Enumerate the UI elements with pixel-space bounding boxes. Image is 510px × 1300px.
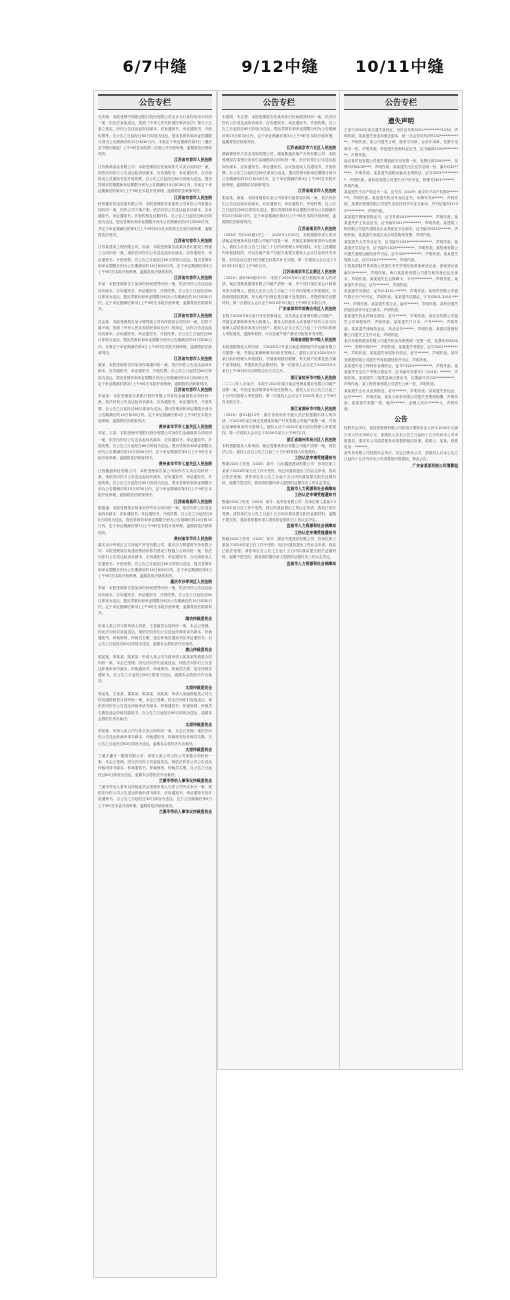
column-body: [94, 112, 216, 819]
notice-issuer: 重庆市沙坪坝区人民法院: [170, 579, 212, 585]
notice-title: 公告: [394, 415, 408, 424]
notice-text: 江苏某建设工程有限公司、孙某：本院受理原告周某诉你们建设工程施工合同纠纷一案，现依法向你们公告送达起诉状副本、应诉通知书、举证通知书、开庭传票。自公告之日起经过60日即视为送达。提出答辩状和举证期限分别为公告期满后的15日和30日内，定于举证期满后第3日上午9时在本院开庭审理，逾期将依法缺席判决。: [98, 245, 212, 275]
column-label-1: 6/7中缝: [122, 57, 188, 76]
column-body: [340, 112, 462, 473]
notice-text: 申请人某公司与被申请人刘某、王某租赁合同纠纷一案，本会已受理。因无法向你们直接送达，现依法向你们公告送达仲裁申请书副本、仲裁通知书、仲裁规则、仲裁员名册、选定仲裁员通知书及举证通知书。自公告之日起经过60日即视为送达，逾期本会将依法作出裁决。: [98, 623, 212, 647]
notice-text: 某某遗失电工特种作业操作证，证号T3201**********，声明作废。某某遗失安全生产考核合格证书，证书编号苏建安C（2016）******，声明作废。某某遗失二级建造师注册证书，注册编号苏232**********，声明作废。某工程咨询有限公司遗失公章一枚，声明作废。: [344, 363, 458, 387]
notice-text: 某汽车销售服务有限公司遗失机动车销售统一发票一张，发票代码3200****，发票号码0***，声明作废。某某遗失驾驶证，证号3201**********，声明作废。某某遗失房屋所有权证，证号******，声明作废。某劳务派遣有限公司遗失劳务派遣经营许可证，声明作废。: [344, 338, 458, 362]
notice-issuer: 工伤认定申请受理通知书: [294, 529, 336, 535]
notice-issuer: 江苏省南京市六合区人民法院: [286, 145, 336, 151]
notice-text: 李某、王某：本院受理中国银行股份有限公司诉你们金融借款合同纠纷一案，依法向你们公告送达起诉状副本、应诉通知书、举证通知书、开庭传票。自公告之日起经过60日即视为送达。提出答辩状和举证期限分别为公告期满后的15日和30日内，定于举证期满后第3日上午9时在本院开庭审理，逾期将依法缺席判决。: [98, 431, 212, 461]
notice-issuer: 江苏省南京市人民法院: [298, 188, 336, 194]
notice-issuer: 浙江省杭州市中级人民法院: [290, 374, 336, 380]
notice-issuer: 江苏省南京市江北新区人民法院: [282, 269, 336, 275]
notice-text: 孔庆敏：本院受理中国建设银行股份有限公司北京分行诉你信用卡纠纷一案，因无法直接送达，依照《中华人民共和国民事诉讼法》第九十五条之规定，向你公告送达起诉状副本、应诉通知书、举证通知书、开庭传票等。自公告之日起经过60日即视为送达，提出答辩状和举证的期限分别为公告期满后的15日和30日内，本案定于举证期满后第3日（遇法定节假日顺延）上午9时在本院第二法庭公开开庭审理，逾期将依法缺席判决。: [98, 115, 212, 157]
notice-text: 兰溪天谦开一服饰有限公司：申请人某公司与你公司承揽合同纠纷一案，本会已受理。因无法向你公司直接送达，现依法向你公司公告送达仲裁申请书副本、仲裁通知书、仲裁规则、仲裁员名册。自公告之日起经过60日即视为送达，逾期本会将依法作出裁决。: [98, 753, 212, 777]
notice-title: 遗失声明: [388, 117, 414, 125]
notice-text: 经股东会决议，某投资管理有限公司拟将注册资本由人民币1000万元减少至人民币500万元，请债权人自本公告之日起四十五日内向本公司申报债权，要求本公司清偿债务或者提供相应担保。联系人：某某，联系电话：*******。: [344, 426, 458, 449]
notice-text: 朱某：本院受理原告王某诉你民间借贷纠纷一案，依法向你公告送达起诉状副本、应诉通知书、举证通知书、开庭传票。自公告之日起经过60日即视为送达，提出答辩状和举证期限分别为公告期满后的15日和30日内，定于举证期满后第3日上午9时在本院开庭审理，逾期将依法缺席判决。: [98, 282, 212, 312]
notice-text: （2020）浙0782破申1号：本院于2020年8月某日根据申请人的申请，裁定受理某服饰有限公司破产清算一案，并于同日指定某会计师事务所为管理人。债权人应在公告之日起三十日内向管理人申报债权，书面说明债权数额、有无财产担保及是否属于连带债权，并提供相关证据材料。第一次债权人会议定于2020年9月某日上午9时在本院召开。: [222, 276, 336, 306]
notice-issuer: 贵州省毕节市人民法院: [174, 535, 212, 541]
notice-column-3: [339, 90, 463, 1070]
notice-issuer: 宜昌市人力资源和社会保障局: [286, 523, 336, 529]
notice-text: 二○二○年八月某日：本院于2020年某日裁定受理某置业有限公司破产清算一案，并指定某清算事务所担任管理人。债权人应自公告之日起三十日内向管理人申报债权。第一次债权人会议定于2020年某日上午9时在本院召开。: [222, 381, 336, 405]
notice-text: 鄂地2020工伤受〔2020〕某号：某劳务有限公司：你单位职工某某于2020年某日在工作中受伤，现已向我局提出工伤认定申请，我局已依法受理。请你单位自公告之日起十五日内向我局提交相关证据材料，逾期不提交的，我局将依据申请人提供的证据作出工伤认定决定。: [222, 499, 337, 523]
notice-issuer: 宜昌市人力资源和社会保障局: [286, 486, 336, 492]
notice-text: 本院根据债权人的申请，于2020年7月某日裁定受理某汽车运输有限公司重整一案，并指定某律师事务所担任管理人。债权人应在2020年9月某日前向管理人申报债权，书面说明债权数额、有无财产担保及是否属于连带债权，并提供相关证据材料。第一次债权人会议定于2020年9月某日上午9时30分以网络会议方式召开。: [222, 344, 336, 374]
column-label-3: 10/11中缝: [355, 57, 445, 76]
notice-text: 鄂地2020工伤受〔2020〕某号：山东鑫建建设有限公司：你单位职工某某于2020年某日在工作中受伤，现已向我局提出工伤认定申请，我局已依法受理。请你单位自公告之日起十五日内向我局提交相关证据材料，逾期不提交的，我局将依据申请人提供的证据作出工伤认定决定。: [222, 462, 336, 485]
notice-text: 某某遗失教师资格证书，证书号码2019*************，声明作废。某某遗失护士执业证书，证书编号2017*********，声明作废。某建筑工程有限公司遗失建筑业企业资质证书正副本，证书编号D332******，声明作废。某某遗失房屋买卖合同及购房发票，声明作废。: [344, 214, 458, 238]
notice-text: 鄂地2020工伤受〔2020〕某号：湖北中建建设有限公司：你单位职工某某于2020年某日在工作中受伤，现已向我局提出工伤认定申请，我局已依法受理。请你单位自公告之日起十五日内向我局提交相关证据材料，逾期不提交的，我局将依据申请人提供的证据作出工伤认定决定。: [222, 536, 336, 560]
notice-issuer: 江苏省句容市人民法院: [174, 238, 212, 244]
notice-text: 本院于2020年6月某日作出民事裁定，宣告某企业管理有限公司破产，并指定某律师事务所为管理人。债务人的债务人或者财产持有人应当向管理人清偿债务或者交付财产。债权人应自公告之日起三十日内向管理人申报债权，逾期申报的，可以在破产财产最后分配前补充申报。: [222, 313, 336, 337]
notice-text: 兰溪市劳动人事争议仲裁委员会受理申请人与你公司劳动争议一案，现依法向你公司公告送达仲裁申请书副本、应诉通知书、举证通知书及开庭通知书。自公告之日起经过30日即视为送达，定于公告期满后第5日上午9时在本委开庭审理，逾期将依法缺席裁决。: [98, 784, 212, 808]
notice-text: 本院根据债务人的申请，裁定受理某家纺有限公司破产清算一案，现依法公告。债权人应自公告之日起三十日内向管理人申报债权。: [222, 443, 336, 454]
column-body: [218, 112, 340, 571]
notice-issuer: 宜昌市人力资源和社会保障局: [286, 560, 336, 566]
column-header: 公告专栏: [222, 94, 336, 110]
notice-text: 杭州鑫旺机电设备有限公司：本院受理原告某建材公司诉你公司承揽合同纠纷一案，因你公司下落不明，依法向你公告送达起诉状副本、应诉通知书、举证通知书、开庭传票及证据材料。自公告之日起经过60日即视为送达，提出答辩状和举证期限分别为公告期满后的15日和30日内，并定于举证期满后的第3日上午9时30分在本院第五法庭开庭审理，逾期将依法判决。: [98, 201, 212, 237]
notice-issuer: 浙江省湖州市中级人民法院: [290, 405, 336, 411]
notice-text: 某某遗失会计从业资格证，证号******，声明作废。某某遗失营运证，证号******，声明作废。某电子商务有限公司遗失发票领购簿，声明作废。某某遗失收据一张，编号******，金额人民币******元，声明作废。: [344, 388, 458, 412]
notice-issuer: 江苏省句容市人民法院: [174, 312, 212, 318]
notice-issuer: 江苏省句容市人民法院: [174, 275, 212, 281]
notice-text: 陈德福：本院受理原告杨某诉你劳务合同纠纷一案，依法向你公告送达起诉状副本、应诉通知书、举证通知书、开庭传票。自公告之日起经过60日即视为送达，提出答辩状和举证期限分别为公告期满后的15日和30日内，定于举证期满后第3日上午9时在本院开庭审理，逾期将依法缺席判决。: [98, 505, 212, 535]
notice-text: 宁波某国际贸易有限公司遗失对外贸易经营者备案登记表，备案登记表编号0*******，声明作废。海口某投资有限公司遗失税务登记证正副本，声明作废。某某遗失社会保障卡，卡号**********，声明作废。某某遗失军官证，证号*******，声明作废。: [344, 264, 458, 288]
notice-issuer: 浙江省湖州市吴兴区人民法院: [286, 436, 336, 442]
notice-issuer: 江西省南昌市人民法院: [174, 498, 212, 504]
notice-text: 湖南锦绣华天实业发展有限公司、湖南鼎盛房地产开发有限公司：本院受理原告某银行诉你们金融借款合同纠纷一案，依法向你们公告送达起诉状副本、应诉通知书、举证通知书、合议庭组成人员通知书、开庭传票。自公告之日起经过60日即视为送达，提出答辩状和举证期限分别为公告期满后的15日和30日内，定于举证期满后第3日上午9时在本院开庭审理，逾期将依法缺席判决。: [222, 152, 336, 188]
notice-issuer: 河南省信阳市中级人民法院: [290, 337, 336, 343]
notice-issuer: 太原仲裁委员会: [185, 721, 212, 727]
notice-text: （2020）浙01破13号：浙江省杭州市中级人民法院根据申请人的申请，于2020年某日裁定受理某房地产开发有限公司破产重整一案，并指定某律师事务所为管理人。债权人应于2020年某日前向管理人申报债权。第一次债权人会议定于2020年某日上午9时召开。: [222, 412, 336, 436]
notice-text: 张某某、黄某：本院受理原告某公司诉你们追偿权纠纷一案，依法向你们公告送达起诉状副本、应诉通知书、举证通知书、开庭传票。自公告之日起经过60日即视为送达，提出答辩状和举证期限分别为公告期满后的15日和30日内，定于举证期满后第3日上午9时在本院开庭审理，逾期将依法缺席判决。: [222, 195, 336, 225]
notice-issuer: 江苏省句容市人民法院: [174, 157, 212, 163]
notice-issuer: 江苏省句容市人民法院: [174, 194, 212, 200]
notice-text: 某某遗失不动产权证书一本，证号苏（2019）南京市不动产权第0******号，声明作废。某某遗失机动车登记证书，车牌号苏A*****，声明作废。某餐饮管理有限公司遗失食品经营许可证正副本，许可证编号JY132**********，声明作废。: [344, 190, 458, 213]
notice-text: 郭某某、李某某、陈某某：申请人某公司与被申请人郭某某等借款合同纠纷一案，本会已受理。因无法向你们直接送达，现依法向你们公告送达仲裁申请书副本、仲裁通知书、仲裁规则、仲裁员名册、选定仲裁员通知书。自公告之日起经过60日即视为送达，逾期本会将依法作出裁决。: [98, 654, 212, 684]
notice-issuer: 工伤认定申请受理通知书: [294, 455, 336, 461]
notice-text: 李某：本院受理原告张某诉你民间借贷纠纷一案，依法向你公告送达起诉状副本、应诉通知书、举证通知书、开庭传票。自公告之日起经过60日即视为送达，提出答辩状和举证期限分别为公告期满后的15日和30日内，定于举证期满后第3日上午9时在本院开庭审理，逾期将依法缺席判决。: [98, 586, 212, 616]
notice-text: 南京某贸易有限公司遗失增值税专用发票一份，发票代码3200****，发票号码0000****，声明作废。某某遗失出生医学证明一份，编号Q32******，声明作废。某某遗失道路运输从业资格证，证号3201**********，声明作废。某科技有限公司遗失开户许可证，核准号J301*******，声明作废。: [344, 159, 458, 188]
notice-column-1: [93, 90, 217, 1278]
column-header: 公告专栏: [344, 94, 458, 110]
notice-text: 某贸易有限公司经股东会决议，决定注销本公司，请债权人自本公告之日起四十五日内向本公司清算组申报债权。特此公告。: [344, 451, 458, 462]
notice-text: 朱建明、朱志勇：本院受理原告张某诉你们民间借贷纠纷一案，依法向你们公告送达起诉状副本、应诉通知书、举证通知书、开庭传票。自公告之日起经过60日即视为送达，提出答辩状和举证期限分别为公告期满后的15日和30日内，定于举证期满后第3日上午9时在本院开庭审理，逾期将依法缺席判决。: [222, 115, 336, 144]
notice-issuer: 太原仲裁委员会: [185, 746, 212, 752]
notice-text: 某某遗失大学毕业证书，证书编号1029*************，声明作废。某某遗失学位证书，证书编号1029**********，声明作废。某物流有限公司遗失道路运输经营许可证，证号320*********，声明作废。某某遗失残疾人证，证号3201**********，声明作废。: [344, 239, 458, 263]
notice-column-2: [217, 90, 341, 1070]
notice-text: 王某于2020年某日遗失身份证，身份证号码3201**********1234，声明作废。某某遗失营业执照正副本，统一社会信用代码9132************，声明作废。某公司遗失公章、财务专用章、合同专用章、发票专用章各一枚，声明作废。李某遗失医师执业证书，证书编码1100**********，声明作废。: [344, 128, 458, 157]
notice-text: 郭某某、王某某、董某某、陈某某、刘某某：申请人某融资租赁公司与你们融资租赁合同纠纷一案，本会已受理。因无法向你们直接送达，现依法向你们公告送达仲裁申请书副本、仲裁通知书、仲裁规则、仲裁员名册及选定仲裁员通知书。自公告之日起经过60日即视为送达，逾期本会将依法作出裁决。: [98, 691, 212, 721]
notice-issuer: 江苏省句容市人民法院: [174, 355, 212, 361]
notice-issuer: 兰溪市劳动人事争议仲裁委员会: [158, 777, 212, 783]
notice-text: 某某遗失执业药师注册证，证号******，声明作废。某实业有限公司遗失公司章程原件，声明作废。某某遗失户口本，户号******，声明作废。某某遗失律师执业证，执业证号******，声明作废。某酒店管理有限公司遗失卫生许可证，声明作废。: [344, 314, 458, 337]
notice-issuer: 江苏省南京市人民法院: [298, 225, 336, 231]
notice-text: 江西鑫盛科技有限公司：本院受理原告某公司诉你方买卖合同纠纷一案，现依法向你方公告送达起诉状副本、应诉通知书、举证通知书、开庭传票。自公告之日起经过60日即视为送达，提出答辩状和举证期限分别为公告期满后的15日和30日内，定于举证期满后第3日上午9时在本院开庭审理，逾期将依法缺席判决。: [98, 468, 212, 498]
notice-text: 某某遗失导游证，证号D-3201-******，声明作废。某商贸有限公司遗失银行开户许可证，声明作废。某某遗失结婚证，字号J3201-2015-******，声明作废。某某遗失准生证，编号******，声明作废。某药房遗失药品经营许可证正副本，声明作废。: [344, 289, 458, 312]
notice-issuer: 贵州省毕节市七星关区人民法院: [158, 461, 212, 467]
notice-issuer: 潍坊仲裁委员会: [185, 616, 212, 622]
notice-text: 夏某：本院受理原告许某诉你离婚纠纷一案，依法向你公告送达起诉状副本、应诉通知书、举证通知书、开庭传票。自公告之日起经过60日即视为送达，提出答辩状和举证期限分别为公告期满后的15日和30日内，定于举证期满后第3日上午9时在本院开庭审理，逾期将依法缺席判决。: [98, 363, 212, 386]
notice-text: （2020）苏0192破1号之一：2020年1月20日，本院根据申请人的申请裁定受理某科技有限公司破产清算一案，并指定某律师事务所为管理人。债权人应自公告之日起三十日内向管理人申报债权。未在上述期限内申报债权的，可以在破产财产分配方案提交债权人会议讨论前补充申报，但对此前已进行的分配无权要求补充分配。第一次债权人会议定于2020年5月某日上午9时召开。: [222, 232, 336, 268]
notice-text: 重庆市沙坪坝区五方房地产开发有限公司、重庆市力辉建筑劳务有限公司：本院受理原告某建设集团诉你们建设工程施工合同纠纷一案，依法向你们公告送达起诉状副本、应诉通知书、举证通知书、合议庭组成人员通知书、开庭传票。自公告之日起经过60日即视为送达，提出答辩状和举证期限分别为公告期满后的15日和30日内，定于举证期满后第3日上午9时在本院开庭审理，逾期将依法缺席判决。: [98, 543, 212, 579]
notice-issuer: 工伤认定申请受理通知书: [294, 492, 336, 498]
notice-text: 沈金春：本院受理原告某小额贷款公司诉你借款合同纠纷一案，因你下落不明，依照《中华人民共和国民事诉讼法》的规定，向你公告送达起诉状副本、应诉通知书、举证通知书、开庭传票。自公告之日起经过60日即视为送达，提出答辩状和举证期限分别为公告期满后的15日和30日内，本案定于举证期满后第3日上午9时在本院开庭审理，逾期将依法缺席判决。: [98, 319, 212, 355]
notice-issuer: 广东省某某有限公司清算组: [412, 462, 458, 468]
notice-issuer: 贵州省毕节市七星关区人民法院: [158, 424, 212, 430]
notice-issuer: 兰溪市劳动人事争议仲裁委员会: [158, 808, 212, 814]
notice-text: 江苏鼎鸿食品有限公司：本院受理原告张某诉你方买卖合同纠纷一案，现依法向你方公告送达起诉状副本、应诉通知书、举证通知书、合议庭组成人员通知书及开庭传票。自公告之日起经过60日即视为送达。提出答辩状的期限和举证期限分别为公告期满后15日和30日内。本案定于举证期满后的第3日上午9时在本院开庭审理，逾期将依法缺席判决。: [98, 164, 212, 194]
column-header: 公告专栏: [98, 94, 212, 110]
notice-issuer: 广东省深圳市前海合作区人民法院: [279, 306, 336, 312]
notice-text: 朱某某：本院受理原告某银行股份有限公司诉你金融借款合同纠纷一案，依法向你公告送达起诉状副本、应诉通知书、举证通知书、开庭传票。自公告之日起经过60日即视为送达，提出答辩状和举证期限分别为公告期满后的15日和30日内，定于举证期满后第3日上午9时在本院开庭审理，逾期将依法缺席判决。: [98, 394, 212, 423]
notice-issuer: 江苏省句容市人民法院: [174, 386, 212, 392]
notice-issuer: 唐山仲裁委员会: [185, 647, 212, 653]
column-label-2: 9/12中缝: [241, 57, 319, 76]
notice-issuer: 太原仲裁委员会: [185, 684, 212, 690]
notice-text: 李某某：申请人某公司与你买卖合同纠纷一案，本会已受理。现依法向你公告送达仲裁申请书副本、仲裁通知书、仲裁规则及仲裁员名册。自公告之日起经过60日即视为送达，逾期本会将依法作出裁决。: [98, 729, 212, 746]
